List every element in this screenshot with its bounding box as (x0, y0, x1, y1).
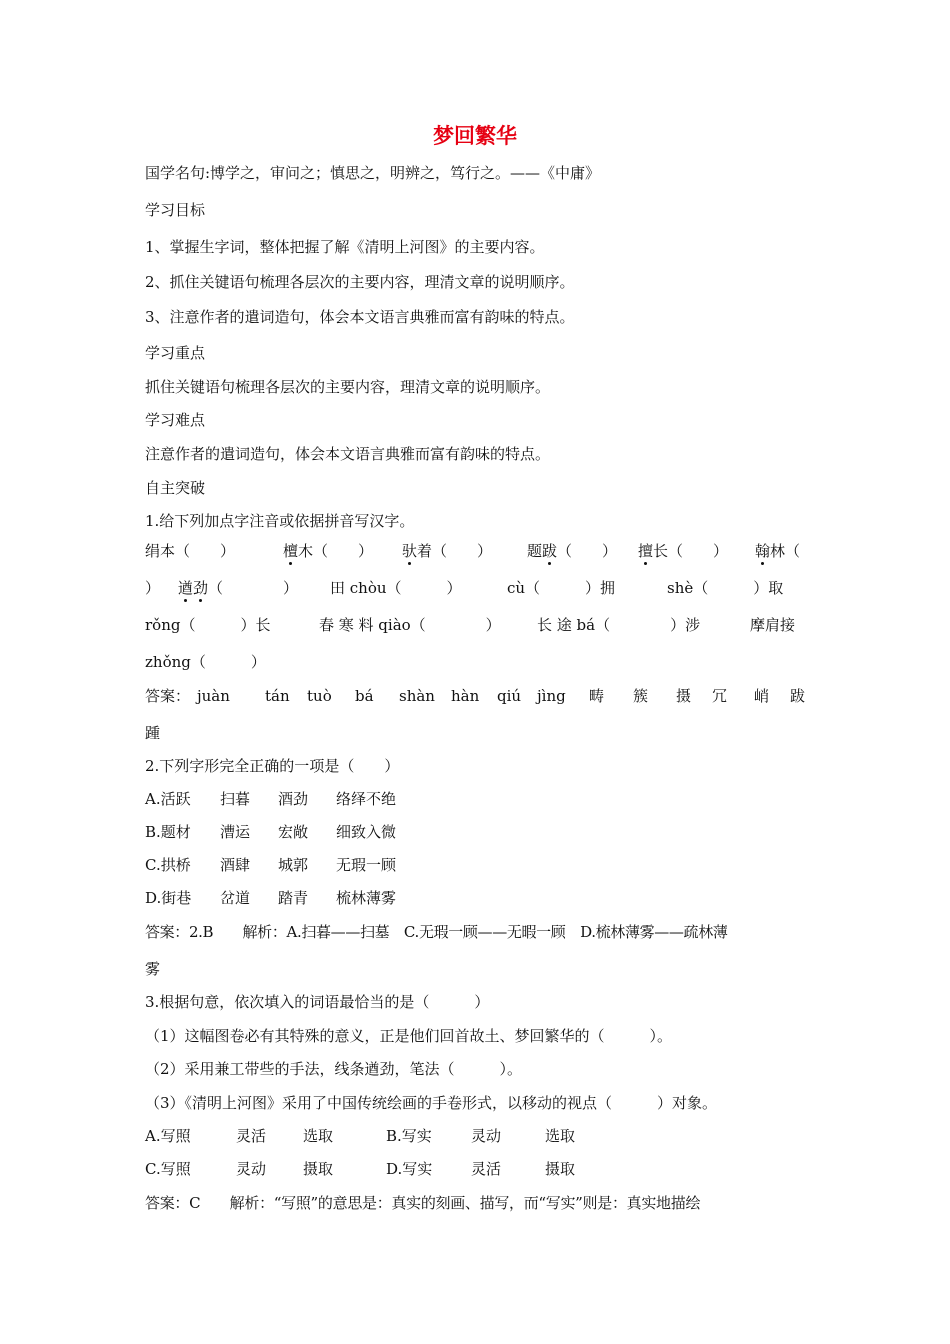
q3-sentence-2: （2）采用兼工带些的手法，线条遒劲，笔法（ ）。 (145, 1060, 523, 1078)
goal-1: 1、掌握生字词，整体把握了解《清明上河图》的主要内容。 (145, 238, 545, 256)
q2-option: 络绎不绝 (336, 790, 397, 808)
q1-item: 摩肩接 (750, 616, 796, 634)
q2-answer: 答案：2.B 解析：A.扫暮——扫墓 C.无瑕一顾——无暇一顾 D.梳林薄雾——疏林薄 (145, 923, 728, 941)
q2-option: 踏青 (278, 889, 309, 907)
difficulty-heading: 学习难点 (145, 411, 206, 429)
q3-option: 摄取 (303, 1160, 334, 1178)
q2-option: 酒劲 (278, 790, 309, 808)
q1-answer: 踵 (145, 724, 161, 742)
q3-option: 选取 (545, 1127, 576, 1145)
q1-answer: juàn (197, 687, 230, 705)
q3-option: B.写实 (386, 1127, 432, 1145)
q2-option: 宏敞 (278, 823, 309, 841)
q1-answer-label: 答案： (145, 687, 191, 705)
q3-option: 灵动 (236, 1160, 267, 1178)
q2-option: A.活跃 (145, 790, 191, 808)
q1-item: 田 chòu（ ） (330, 579, 462, 597)
q1-answer: 峭 (754, 687, 770, 705)
q1-answer: 跋 (790, 687, 806, 705)
q1-answer: tuò (307, 687, 332, 705)
q3-option: 灵活 (236, 1127, 267, 1145)
q3-option: 灵动 (471, 1127, 502, 1145)
q2-option: 扫暮 (220, 790, 251, 808)
q1-answer: 冗 (712, 687, 728, 705)
q3-option: C.写照 (145, 1160, 191, 1178)
q1-item: zhǒng（ ） (145, 653, 266, 671)
q2-prompt: 2.下列字形完全正确的一项是（ ） (145, 757, 400, 775)
q1-answer: hàn (451, 687, 480, 705)
q1-answer: bá (355, 687, 374, 705)
q1-answer: qiú (497, 687, 522, 705)
q1-item: 题跋（ ） (527, 542, 618, 560)
q2-option: D.街巷 (145, 889, 192, 907)
q3-option: 摄取 (545, 1160, 576, 1178)
q1-item: 春 寒 料 qiào（ ） (319, 616, 501, 634)
q1-item: cù（ ）拥 (507, 579, 616, 597)
q1-answer: 簇 (633, 687, 649, 705)
q3-option: 选取 (303, 1127, 334, 1145)
page-title: 梦回繁华 (433, 124, 517, 148)
q1-item: shè（ ）取 (667, 579, 784, 597)
q1-answer: jìng (537, 687, 566, 705)
goal-3: 3、注意作者的遣词造句，体会本文语言典雅而富有韵味的特点。 (145, 308, 575, 326)
q1-answer: shàn (399, 687, 435, 705)
q2-option: 梳林薄雾 (336, 889, 397, 907)
q1-item: 长 途 bá（ ）涉 (537, 616, 701, 634)
q1-item: 驮着（ ） (402, 542, 493, 560)
q3-option: 灵活 (471, 1160, 502, 1178)
q2-option: 酒肆 (220, 856, 251, 874)
q1-item: 擅长（ ） (638, 542, 729, 560)
q1-answer: tán (265, 687, 290, 705)
q1-item: 翰林（ (755, 542, 801, 560)
q2-option: 细致入微 (336, 823, 397, 841)
q1-item: rǒng（ ）长 (145, 616, 271, 634)
q1-answer: 畴 (589, 687, 605, 705)
q1-prompt: 1.给下列加点字注音或依据拼音写汉字。 (145, 512, 415, 530)
q3-sentence-3: （3）《清明上河图》采用了中国传统绘画的手卷形式，以移动的视点（ ）对象。 (145, 1094, 718, 1112)
motto: 国学名句:博学之，审问之；慎思之，明辨之，笃行之。——《中庸》 (145, 164, 601, 182)
q1-item: 遒劲（ ） (178, 579, 299, 597)
q1-item: 绢本（ ） (145, 542, 236, 560)
key-heading: 学习重点 (145, 344, 206, 362)
goal-2: 2、抓住关键语句梳理各层次的主要内容，理清文章的说明顺序。 (145, 273, 575, 291)
q1-answer: 摄 (676, 687, 692, 705)
q3-option: D.写实 (386, 1160, 433, 1178)
q2-option: 岔道 (220, 889, 251, 907)
q2-option: B.题材 (145, 823, 191, 841)
self-heading: 自主突破 (145, 479, 206, 497)
q1-item: 檀木（ ） (283, 542, 374, 560)
q3-option: A.写照 (145, 1127, 191, 1145)
q2-option: 城郭 (278, 856, 309, 874)
q2-option: C.拱桥 (145, 856, 191, 874)
q2-option: 漕运 (220, 823, 251, 841)
q3-sentence-1: （1）这幅图卷必有其特殊的意义，正是他们回首故土、梦回繁华的（ ）。 (145, 1027, 673, 1045)
q2-option: 无瑕一顾 (336, 856, 397, 874)
goals-heading: 学习目标 (145, 201, 206, 219)
q2-answer-wrap: 雾 (145, 960, 161, 978)
q3-answer: 答案：C 解析：“写照”的意思是：真实的刻画、描写，而“写实”则是：真实地描绘 (145, 1194, 701, 1212)
key-text: 抓住关键语句梳理各层次的主要内容，理清文章的说明顺序。 (145, 378, 551, 396)
q3-prompt: 3.根据句意，依次填入的词语最恰当的是（ ） (145, 993, 490, 1011)
q1-item: ） (145, 579, 161, 597)
difficulty-text: 注意作者的遣词造句，体会本文语言典雅而富有韵味的特点。 (145, 445, 551, 463)
